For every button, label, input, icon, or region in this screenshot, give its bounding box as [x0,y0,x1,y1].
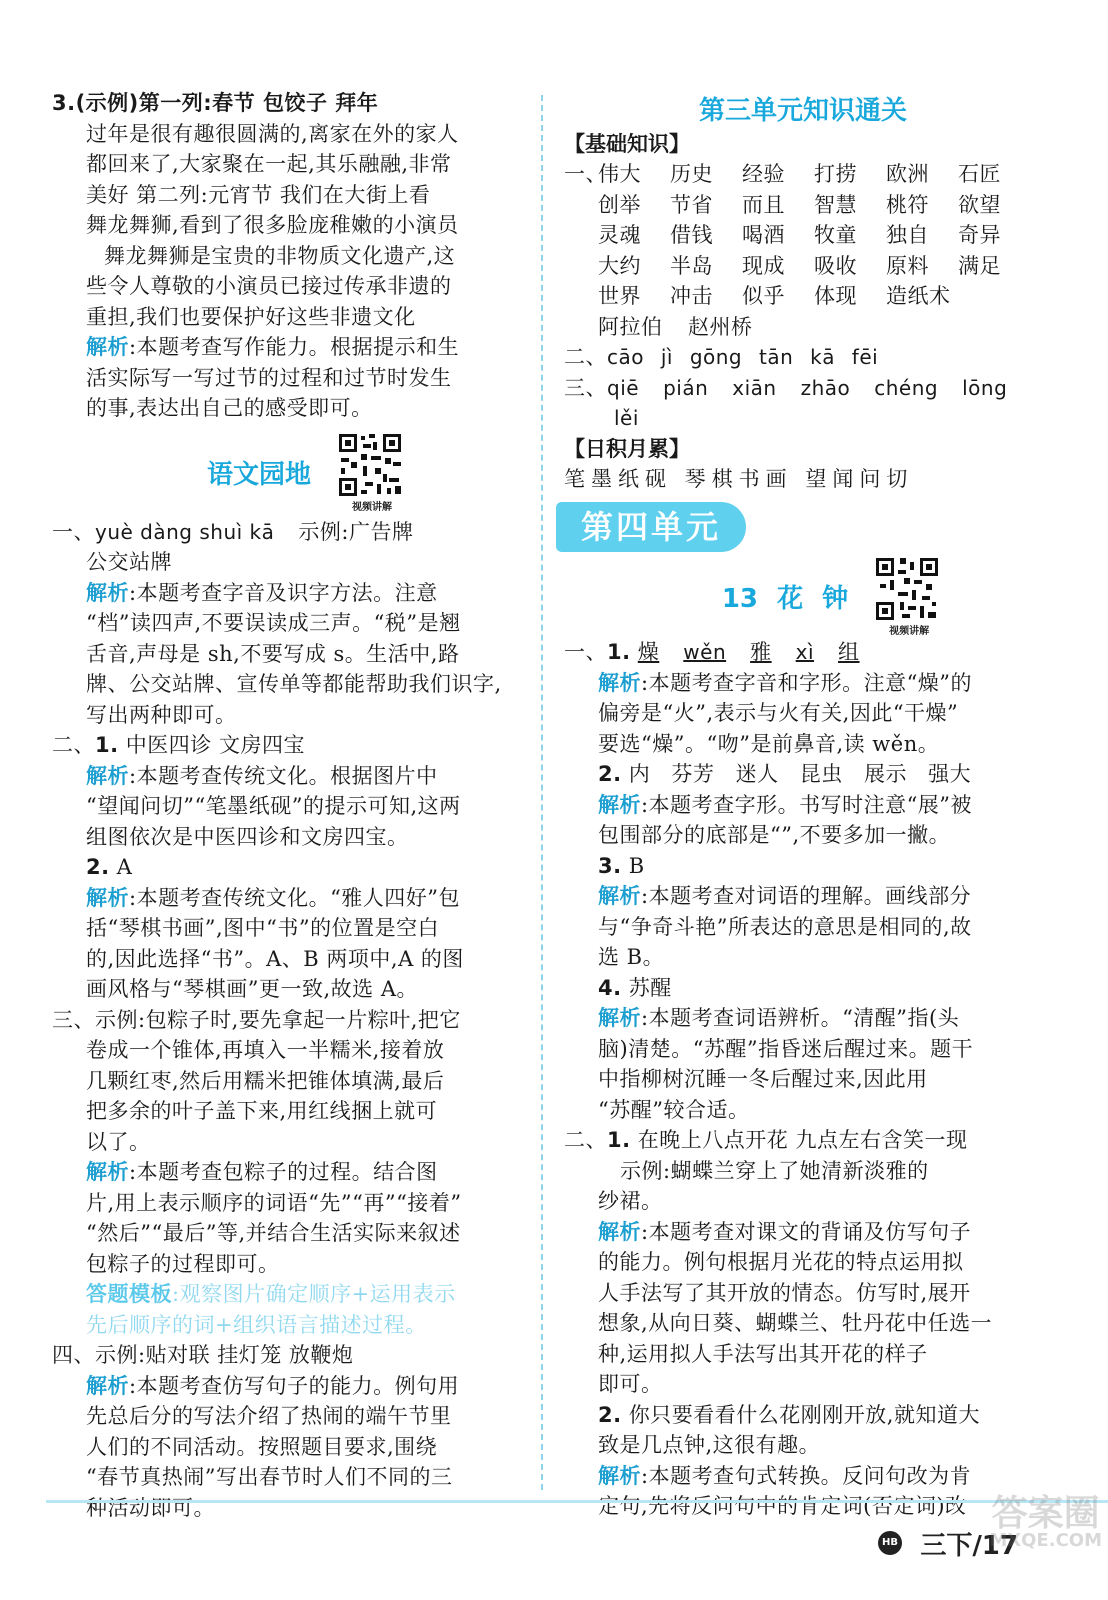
explanation-text: 脑)清楚。“苏醒”指昏迷后醒过来。题干 [598,1036,974,1061]
explanation-text: 括“琴棋书画”,图中“书”的位置是空白 [86,916,440,940]
question-prefix: 一、 [564,640,607,664]
explanation-label: 解析 [598,1462,641,1488]
explanation-label: 解析 [86,1372,129,1398]
explanation-text: 定句,先将反问句中的肯定词(否定词)改 [598,1494,967,1518]
question-prefix: 四、 [52,1343,95,1367]
answer-text: 示例:贴对联 挂灯笼 放鞭炮 [95,1343,354,1367]
answer-text: 苏醒 [628,975,672,1000]
lesson-header [624,556,1042,637]
answer-text: 雅 [750,640,772,664]
explanation-text: 的能力。例句根据月光花的特点运用拟 [598,1250,964,1274]
explanation-text: :本题考查传统文化。“雅人四好”包 [129,885,461,910]
word-item: 奇异 [958,223,1001,247]
pinyin-answer: zhāo [800,375,851,400]
explanation-text: 的,因此选择“书”。A、B 两项中,A 的图 [86,946,464,971]
explanation-text: 人们的不同活动。按照题目要求,围绕 [86,1434,438,1459]
explanation-text: 牌、公交站牌、宣传单等都能帮助我们识字, [86,672,502,696]
answer-text: 卷成一个锥体,再填入一半糯米,接着放 [86,1038,445,1062]
word-item: 灵魂 [598,223,641,247]
word-list [564,159,1042,342]
lesson-q2 [564,1125,1042,1522]
question-prefix: 三、 [52,1007,95,1032]
word-item: 欧洲 [886,162,929,186]
pinyin-answer: chéng [874,375,939,400]
daily-words: 笔墨纸砚 琴棋书画 望闻问切 [564,466,914,491]
answer-line: 都回来了,大家聚在一起,其乐融融,非常 [86,152,452,176]
page-number: 三下/17 [920,1531,1018,1561]
answer-line: 过年是很有趣很圆满的,离家在外的家人 [86,121,459,146]
explanation-label: 解析 [598,883,641,908]
explanation-label: 解析 [86,762,129,788]
explanation-text: 要选“燥”。“吻”是前鼻音,读 wěn。 [598,731,940,756]
answer-line: 舞龙舞狮是宝贵的非物质文化遗产,这 [104,243,456,268]
qr-code-video[interactable] [874,556,944,637]
answer-text: 致是几点钟,这很有趣。 [598,1433,821,1457]
answer-text: 组 [838,640,860,664]
explanation-text: :本题考查对词语的理解。画线部分 [641,884,972,908]
word-item: 吸收 [814,253,857,278]
question-number: 2. [598,762,622,786]
word-item: 似乎 [742,284,785,308]
right-column [564,90,1042,1522]
explanation-text: 先总后分的写法介绍了热闹的端午节里 [86,1404,452,1428]
word-item: 冲击 [670,284,713,308]
answer-text: B [628,853,645,878]
answer-text: A [116,855,133,879]
explanation-label: 解析 [86,334,129,359]
explanation-text: 与“争奇斗艳”所表达的意思是相同的,故 [598,914,972,939]
explanation-text: :本题考查词语辨析。“清醒”指(头 [641,1006,960,1030]
word-item: 独自 [886,223,929,247]
question-number: 4. [598,975,622,1000]
qr-code-video[interactable] [337,432,407,513]
question-number: 1. [607,1128,631,1152]
qr-caption: 视频讲解 [352,501,392,513]
explanation-text: 选 B。 [598,945,665,969]
explanation-text: 活实际写一写过节的过程和过节时发生 [86,365,452,390]
word-item: 石匠 [958,162,1001,186]
answer-template-text: 先后顺序的词+组织语言描述过程。 [86,1312,427,1337]
question-number: 1. [607,640,631,664]
question-number: 2. [598,1402,622,1427]
explanation-text: 想象,从向日葵、蝴蝶兰、牡丹花中任选一 [598,1311,993,1335]
answer-text: 纱裙。 [598,1189,663,1213]
garden-header [92,432,522,513]
question-number: 3. [598,853,622,878]
word-item: 借钱 [670,223,713,247]
pinyin-q3-extra [564,403,1042,434]
word-item: 原料 [886,253,929,278]
question-prefix: 二、 [564,345,607,369]
pinyin-answer: lěi [614,406,639,430]
explanation-text: 画风格与“琴棋画”更一致,故选 A。 [86,977,418,1001]
garden-q2 [52,730,522,1005]
explanation-text: “春节真热闹”写出春节时人们不同的三 [86,1465,453,1489]
lesson-q1 [564,637,1042,1125]
word-item: 阿拉伯 [598,314,663,339]
word-item: 节省 [670,192,713,217]
explanation-q3 [52,332,522,424]
answer-text: 中医四诊 文房四宝 [125,733,305,757]
pinyin-answer: wěn [683,640,727,664]
answer-text: 几颗红枣,然后用糯米把锥体填满,最后 [86,1068,445,1093]
pinyin-answer: qiē [607,375,640,400]
daily-label: 【日积月累】 [564,435,690,461]
explanation-label: 解析 [598,791,641,817]
answer-text: 在晚上八点开花 九点左右含笑一现 [637,1128,968,1152]
left-column [52,88,522,1523]
answer-text: 示例:包粽子时,要先拿起一片粽叶,把它 [95,1007,461,1032]
question-prefix: 一、 [52,519,95,544]
pinyin-answer: cāo jì gōng tān kā fēi [607,345,879,369]
word-item: 赵州桥 [688,314,753,339]
explanation-label: 解析 [86,579,129,605]
answer-template-label: 答题模板 [86,1281,172,1306]
explanation-text: “苏醒”较合适。 [598,1097,750,1122]
word-item: 现成 [742,253,785,278]
pinyin-q2 [564,342,1042,373]
word-item: 牧童 [814,223,857,247]
explanation-text: :本题考查仿写句子的能力。例句用 [129,1373,460,1398]
garden-title: 语文园地 [206,459,311,490]
explanation-text: 偏旁是“火”,表示与火有关,因此“干燥” [598,701,959,725]
answer-text: 以了。 [86,1129,151,1154]
explanation-text: 中指柳树沉睡一冬后醒过来,因此用 [598,1067,928,1091]
answer-text: 燥 [637,640,660,664]
explanation-text: :本题考查字音和字形。注意“燥”的 [641,670,973,695]
question-prefix: 三、 [564,375,607,400]
answer-line: 些令人尊敬的小演员已接过传承非遗的 [86,274,452,298]
word-item: 半岛 [670,253,713,278]
answer-text: 示例:广告牌 [298,519,414,544]
answer-text: 示例:蝴蝶兰穿上了她清新淡雅的 [620,1158,929,1183]
explanation-text: 包围部分的底部是“”,不要多加一撇。 [598,823,951,847]
qr-code-icon [337,432,403,498]
word-item: 欲望 [958,192,1001,217]
unit3-title: 第三单元知识通关 [698,96,907,126]
explanation-label: 解析 [86,1159,129,1184]
explanation-text: 舌音,声母是 sh,不要写成 s。生活中,路 [86,641,460,666]
explanation-text: :本题考查写作能力。根据提示和生 [129,335,460,359]
explanation-label: 解析 [598,1218,641,1244]
explanation-text: :本题考查包粽子的过程。结合图 [129,1160,438,1184]
explanation-text: :本题考查传统文化。根据图片中 [129,763,438,788]
explanation-text: 种,运用拟人手法写出其开花的样子 [598,1341,928,1366]
answer-text: 内 芬芳 迷人 昆虫 展示 强大 [628,762,972,786]
explanation-text: :本题考查字形。书写时注意“展”被 [641,792,973,817]
pinyin-answer: pián [663,375,709,400]
pinyin-answer: xiān [732,375,777,400]
question-prefix: 二、 [52,733,95,757]
word-item: 喝酒 [742,223,785,247]
explanation-text: 片,用上表示顺序的词语“先”“再”“接着” [86,1190,462,1215]
explanation-text: :本题考查句式转换。反问句改为肯 [641,1463,972,1488]
explanation-text: 的事,表达出自己的感受即可。 [86,396,373,420]
watermark [989,1485,1102,1551]
answer-line: 美好 第二列:元宵节 我们在大街上看 [86,182,431,207]
answer-template-text: :观察图片确定顺序+运用表示 [172,1282,456,1306]
explanation-label: 解析 [598,669,641,695]
question-number: 1. [95,733,119,757]
answer-text: 公交站牌 [86,550,172,574]
word-item: 体现 [814,284,857,308]
explanation-text: “望闻问切”“笔墨纸砚”的提示可知,这两 [86,794,461,818]
explanation-text: :本题考查对课文的背诵及仿写句子 [641,1219,972,1244]
explanation-text: “然后”“最后”等,并结合生活实际来叙述 [86,1221,461,1245]
word-item: 智慧 [814,192,857,217]
explanation-text: 种活动即可。 [86,1495,215,1520]
word-item: 大约 [598,253,641,278]
answer-q3 [52,88,522,332]
column-divider [541,95,543,1490]
explanation-text: 写出两种即可。 [86,702,237,727]
explanation-text: 人手法写了其开放的情态。仿写时,展开 [598,1280,971,1305]
word-item: 创举 [598,192,641,217]
pinyin-q3 [564,373,1042,404]
unit4-badge: 第四单元 [556,502,746,552]
word-item: 桃符 [886,192,929,217]
word-item: 经验 [742,162,785,186]
answer-line: 3.(示例)第一列:春节 包饺子 拜年 [52,91,379,115]
pinyin-answer: yuè dàng shuì kā [95,519,275,544]
question-prefix: 一、 [564,162,607,186]
pinyin-answer: lōng [962,375,1008,400]
footer-rule [46,1500,1108,1503]
answer-text: 你只要看看什么花刚刚开放,就知道大 [628,1402,980,1427]
garden-q1 [52,517,522,731]
word-item: 打捞 [814,162,857,186]
word-item: 而且 [742,192,785,217]
explanation-text: “档”读四声,不要误读成三声。“税”是翘 [86,611,461,635]
watermark-text: 答案圈 [991,1493,1100,1534]
garden-q3 [52,1005,522,1341]
question-prefix: 二、 [564,1128,607,1152]
word-item: 历史 [670,162,713,186]
explanation-text: 即可。 [598,1372,663,1396]
pinyin-answer: xì [795,640,815,664]
watermark-url: MXQE.COM [989,1530,1102,1551]
answer-text: 把多余的叶子盖下来,用红线捆上就可 [86,1099,438,1123]
word-item: 满足 [958,253,1001,278]
garden-q4 [52,1340,522,1523]
lesson-title: 13 花 钟 [721,584,849,614]
word-item: 造纸术 [886,284,951,308]
basic-knowledge-label: 【基础知识】 [564,131,690,156]
word-item: 伟大 [598,162,641,186]
qr-code-icon [874,556,940,622]
answer-line: 重担,我们也要保护好这些非遗文化 [86,304,416,329]
question-number: 2. [86,855,110,879]
explanation-text: :本题考查字音及识字方法。注意 [129,580,438,605]
explanation-label: 解析 [598,1005,641,1030]
explanation-text: 包粽子的过程即可。 [86,1251,280,1276]
hb-badge: HB [878,1531,902,1555]
answer-line: 舞龙舞狮,看到了很多脸庞稚嫩的小演员 [86,213,459,237]
explanation-label: 解析 [86,884,129,910]
word-item: 世界 [598,284,641,308]
explanation-text: 组图依次是中医四诊和文房四宝。 [86,824,409,849]
qr-caption: 视频讲解 [889,626,930,637]
